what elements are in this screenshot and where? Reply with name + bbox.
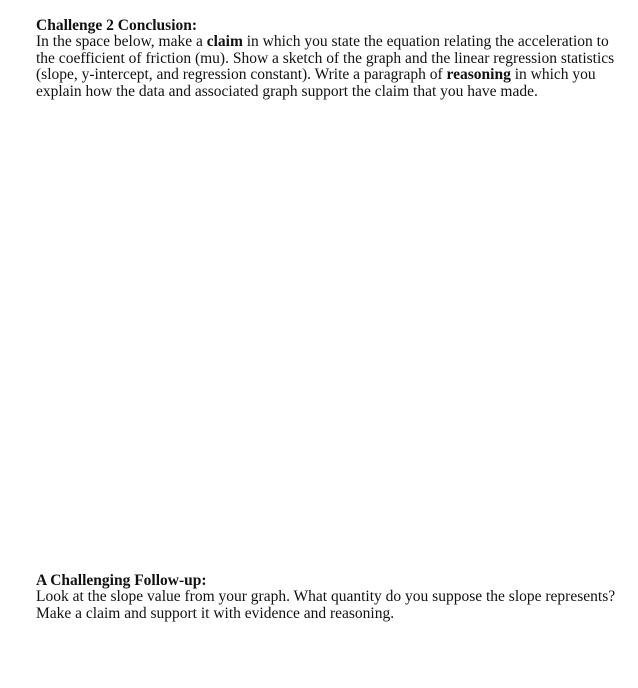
instructions-text-part-2: in which you state the equation relating the acceleration to the coefficient of friction (mu). Show a sketch of the graph and the linear regression statistics (slope, y-intercept, and regression constant). Write a paragraph of xyxy=(36,33,615,83)
challenge-2-instructions xyxy=(36,34,620,100)
follow-up-instructions: Look at the slope value from your graph. What quantity do you suppose the slope represents? Make a claim and support it with evidence and reasoning. xyxy=(36,588,616,622)
challenging-follow-up-section xyxy=(36,572,620,622)
instructions-text-part-1: In the space below, make a xyxy=(36,33,207,50)
follow-up-heading: A Challenging Follow-up: xyxy=(36,572,207,589)
reasoning-keyword: reasoning xyxy=(446,66,511,83)
challenge-2-heading: Challenge 2 Conclusion: xyxy=(36,17,198,34)
instructions-text-part-3: in which you explain how the data and associated graph support the claim that you have made. xyxy=(36,66,596,100)
challenge-2-conclusion-section xyxy=(36,17,620,100)
claim-keyword: claim xyxy=(206,33,243,50)
